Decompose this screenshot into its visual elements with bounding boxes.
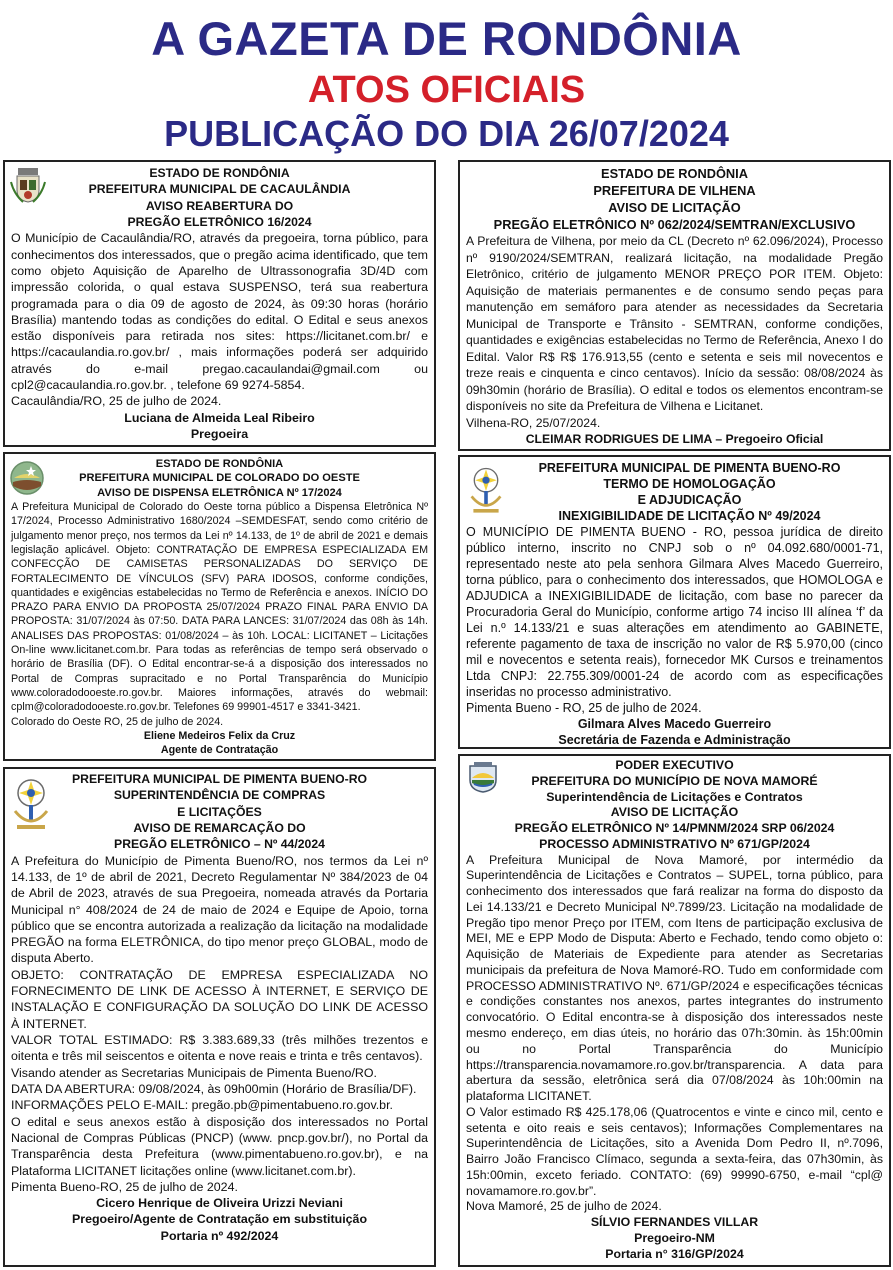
notice-body: [11, 853, 428, 1196]
header-line: PODER EXECUTIVO: [615, 758, 734, 772]
signatory-name: Cicero Henrique de Oliveira Urizzi Neviani: [96, 1196, 343, 1211]
header-line: SUPERINTENDÊNCIA DE COMPRAS: [113, 788, 326, 803]
notice-cacaulandia: [3, 160, 436, 447]
notice-signature: [11, 729, 428, 758]
body-paragraph: INFORMAÇÕES PELO E-MAIL: pregão.pb@pimentabueno.ro.gov.br.: [11, 1098, 393, 1113]
notice-header: [11, 771, 428, 853]
header-line: PREFEITURA DO MUNICÍPIO DE NOVA MAMORÉ: [531, 773, 818, 788]
notice-place-date: Colorado do Oeste RO, 25 de julho de 2024.: [11, 715, 224, 728]
notice-header: [11, 457, 428, 500]
header-line: ESTADO DE RONDÔNIA: [601, 166, 748, 181]
header-line: PREFEITURA MUNICIPAL DE COLORADO DO OESTE: [79, 472, 360, 485]
header-line: INEXIGIBILIDADE DE LICITAÇÃO Nº 49/2024: [558, 509, 821, 524]
header-line: AVISO DE LICITAÇÃO: [608, 200, 741, 216]
notice-signature: [11, 410, 428, 443]
section-title: ATOS OFICIAIS: [307, 69, 586, 111]
notice-vilhena: [458, 160, 891, 451]
header-line: ESTADO DE RONDÔNIA: [149, 166, 290, 180]
header-line: PREFEITURA MUNICIPAL DE PIMENTA BUENO-RO: [538, 461, 841, 475]
signatory-role: Agente de Contratação: [160, 744, 279, 757]
header-line: AVISO REABERTURA DO: [145, 198, 294, 213]
header-line: PREFEITURA MUNICIPAL DE PIMENTA BUENO-RO: [71, 772, 368, 786]
header-line: PREGÃO ELETRÔNICO Nº 14/PMNM/2024 SRP 06/2024: [514, 821, 835, 836]
header-line: PREGÃO ELETRÔNICO 16/2024: [127, 214, 312, 229]
body-paragraph: OBJETO: CONTRATAÇÃO DE EMPRESA ESPECIALIZADA NO FORNECIMENTO DE LINK DE ACESSO À INTERNET, E SERVIÇO DE INSTALAÇÃO E CONFIGURAÇÃO DA SOLUÇÃO DO LINK DE ACESSO À INTERNET.: [11, 967, 428, 1031]
signatory-role: Secretária de Fazenda e Administração: [558, 733, 791, 748]
signatory-role: Pregoeiro-NM: [634, 1230, 715, 1245]
header-line: PREGÃO ELETRÔNICO – Nº 44/2024: [114, 837, 325, 852]
notice-signature: [466, 716, 883, 748]
notice-body: [466, 524, 883, 716]
signatory-role: Pregoeiro/Agente de Contratação em substituição: [71, 1212, 368, 1227]
nova-mamore-coat-of-arms-icon: [466, 760, 500, 794]
notice-signature: [466, 431, 883, 448]
body-paragraph: A Prefeitura do Município de Pimenta Bueno/RO, nos termos da Lei nº 14.133, de 1º de abril de 2021, Decreto Regulamentar Nº 384/2023 de 04 de Abril de 2023, através de sua Pregoeira, nomeada através da Portaria Municipal n° 408/2024 de 24 de maio de 2024 e Equipe de Apoio, torna público que se encontra autorizada a realização da licitação na modalidade PREGÃO na forma ELETRÔNICA, do tipo menor preço GLOBAL, modo de disputa Aberto.: [11, 853, 428, 966]
notice-header: [466, 165, 883, 233]
signatory-name: CLEIMAR RODRIGUES DE LIMA – Pregoeiro Oficial: [525, 432, 824, 447]
header-line: E ADJUDICAÇÃO: [637, 493, 742, 508]
notice-header: [11, 165, 428, 230]
body-paragraph: A Prefeitura Municipal de Colorado do Oeste torna público a Dispensa Eletrônica Nº 17/2024, Processo Administrativo 1680/2024 –SEMDESFAT, sendo como critério de julgamento menor preço, nos termos da Lei nº 14.133, de 1º de abril de 2021 e demais legislação aplicável. Objeto: CONTRATAÇÃO DE EMPRESA ESPECIALIZADA EM CONFECÇÃO DE CAMISETAS PERSONALIZADAS DO SERVIÇO DE FORTALECIMENTO DE VÍNCULOS (SFV) PARA IDOSOS, conforme condições, quantidades e exigências estabelecidas no Termo de Referência e anexos. INÍCIO DO PRAZO PARA ENVIO DA PROPOSTA 25/07/2024 PRAZO FINAL PARA ENVIO DA PROPOSTA: 31/07/2024 às 07:50. DATA PARA LANCES: 31/07/2024 das 08h às 14h. ANALISES DAS PROPOSTAS: 01/08/2024 – às 10h. LOCAL: LICITANET – Licitações On-line www.licitanet.com.br. Para todas as referências de tempo será observado o horário de Brasília (DF). O Edital encontrar-se-á a disposição dos interessados no Portal de Compras supracitado e no Portal Transparência do Município www.coloradodooeste.ro.gov.br. Maiores informações, através do webmail: cplm@coloradodooeste.ro.gov.br. Telefones 69 99901-4517 e 3341-3421.: [11, 500, 428, 714]
colorado-do-oeste-coat-of-arms-icon: [9, 460, 45, 496]
signatory-name: Eliene Medeiros Felix da Cruz: [143, 729, 296, 742]
cacaulandia-coat-of-arms-icon: [9, 166, 47, 206]
notice-header: [466, 460, 883, 524]
pimenta-bueno-coat-of-arms-icon: [468, 465, 504, 517]
header-line: ESTADO DE RONDÔNIA: [155, 458, 284, 470]
notice-body: [11, 500, 428, 729]
notice-signature: [11, 1195, 428, 1244]
body-paragraph: A Prefeitura Municipal de Nova Mamoré, por intermédio da Superintendência de Licitações e Contratos – SUPEL, torna público, para conhecimento dos interessados que fará realizar na forma do disposto da Lei 14.133/21 e Decreto Municipal Nº.7899/23. Licitação na modalidade de Pregão tipo menor Preço por ITEM, com Itens de participação exclusiva de MEI, ME e EPP Modo de Disputa: Aberto e Fechado, tendo como objeto o: Aquisição de Materiais de Expediente para atender as Secretarias municipais da prefeitura de Nova Mamoré-RO. Tudo em conformidade com PROCESSO ADMINISTRATIVO Nº. 671/GP/2024 e especificações técnicas e condições constantes nos anexos, partes integrantes do instrumento convocatório. O Edital encontra-se à disposição dos interessados neste mesmo endereço, em dias úteis, no horário das 07h:30min. às 15h:00min ou no Portal Transparência do Município https://transparencia.novamamore.ro.gov.br/transparencia. A data para abertura da sessão, eletrônica será dia 07/08/2024 às 10h:00min na plataforma LICITANET.: [466, 852, 883, 1104]
notice-body: [466, 853, 883, 1216]
signatory-name: SÍLVIO FERNANDES VILLAR: [590, 1215, 759, 1230]
body-paragraph: O MUNICÍPIO DE PIMENTA BUENO - RO, pessoa jurídica de direito público interno, inscrito no CNPJ sob o nº 04.092.680/0001-71, representado neste ato pela senhora Gilmara Alves Macedo Guerreiro, torna público, para o conhecimento dos interessados, que HOMOLOGA e ADJUDICA a INEXIGIBILIDADE de licitação, com base no parecer da Procuradoria Geral do Município, conforme artigo 74 inciso III alínea ‘f’ da Lei n.º 14.133/21 e suas alterações em atendimento ao GABINETE, referente pagamento de taxa de inscrição no valor de R$ 5.970,00 (cinco mil e novecentos e setenta reais), fornecedor MK Cursos e treinamentos Ltda CNPJ: 22.755.309/0001-24 de acordo com as especificações inseridas no processo administrativo.: [466, 525, 883, 700]
header-line: AVISO DE LICITAÇÃO: [610, 805, 739, 820]
signatory-role: Pregoeira: [190, 427, 249, 441]
notice-nova-mamore: [458, 754, 891, 1267]
signatory-ordinance: Portaria nº 492/2024: [160, 1228, 279, 1243]
header-line: Superintendência de Licitações e Contratos: [546, 789, 803, 804]
header-line: AVISO DE REMARCAÇÃO DO: [133, 820, 306, 835]
header-line: TERMO DE HOMOLOGAÇÃO: [603, 477, 776, 492]
notice-signature: [466, 1215, 883, 1262]
header-line: PROCESSO ADMINISTRATIVO Nº 671/GP/2024: [539, 836, 810, 851]
body-paragraph: O Município de Cacaulândia/RO, através da pregoeira, torna público, para conhecimentos dos interessados, que o pregão acima identificado, que tem como objeto Aquisição de Aparelho de Ultrassonografia 3D/4D com impressão colorida, o qual estava SUSPENSO, terá sua reabertura programada para o dia 09 de agosto de 2024, às 09:30 horas (horário Brasília) mantendo todas as condições do edital. O Edital e seus anexos estão disponíveis para retirada nos sites: https://licitanet.com.br/ e https://cacaulandia.ro.gov.br/ , mais informações poderá ser adquirido através do e-mail pregao.cacaulandai@gmail.com ou cpl2@cacaulandia.ro.gov.br. , telefone 69 9274-5854.: [11, 231, 428, 393]
body-paragraph: VALOR TOTAL ESTIMADO: R$ 3.383.689,33 (três milhões trezentos e oitenta e três mil seiscentos e oitenta e nove reais e trinta e três centavos).: [11, 1033, 428, 1064]
header-line: E LICITAÇÕES: [177, 804, 262, 819]
notice-place-date: Nova Mamoré, 25 de julho de 2024.: [466, 1199, 662, 1214]
notice-pimenta-bueno-homologacao: [458, 455, 891, 749]
signatory-ordinance: Portaria n° 316/GP/2024: [605, 1246, 744, 1261]
notice-place-date: Pimenta Bueno - RO, 25 de julho de 2024.: [466, 701, 702, 716]
header-line: PREFEITURA DE VILHENA: [593, 183, 756, 199]
notice-body: [11, 230, 428, 409]
publication-date: PUBLICAÇÃO DO DIA 26/07/2024: [164, 113, 729, 154]
notice-place-date: Vilhena-RO, 25/07/2024.: [466, 415, 601, 430]
masthead: [0, 0, 893, 158]
notice-place-date: Cacaulândia/RO, 25 de julho de 2024.: [11, 394, 222, 409]
notice-header: [466, 758, 883, 853]
notice-place-date: Pimenta Bueno-RO, 25 de julho de 2024.: [11, 1179, 238, 1194]
body-paragraph: A Prefeitura de Vilhena, por meio da CL (Decreto nº 62.096/2024), Processo nº 9190/2024/SEMTRAN, realizará licitação, na modalidade Pregão Eletrônico, critério de julgamento MENOR PREÇO POR ITEM. Objeto: Aquisição de materiais permanentes e de consumo sendo peças para manutenção em semáforo para atender as necessidades da Secretaria Municipal de Transporte e Trânsito - SEMTRAN, conforme condições, quantidades e exigências estabelecidas no Termo de Referência, Anexo I do Edital. Valor R$ R$ 176.913,55 (cento e setenta e seis mil novecentos e treze reais e cinquenta e cinco centavos). Início da sessão: 08/08/2024 às 09h30min (horário de Brasília). O edital e todos os elementos encontram-se disponíveis no site da Prefeitura de Vilhena e Licitanet.: [466, 234, 883, 414]
notice-body: [466, 233, 883, 431]
body-paragraph: Visando atender as Secretarias Municipais de Pimenta Bueno/RO.: [11, 1065, 377, 1080]
header-line: PREGÃO ELETRÔNICO Nº 062/2024/SEMTRAN/EXCLUSIVO: [493, 217, 856, 233]
newspaper-title: A GAZETA DE RONDÔNIA: [151, 12, 742, 65]
signatory-name: Gilmara Alves Macedo Guerreiro: [577, 717, 772, 732]
pimenta-bueno-coat-of-arms-icon: [11, 777, 51, 833]
header-line: PREFEITURA MUNICIPAL DE CACAULÂNDIA: [88, 182, 351, 197]
body-paragraph: O edital e seus anexos estão à disposição dos interessados no Portal Nacional de Compras Públicas (PNCP) (www. pncp.gov.br/), no Portal da Transparência desta Prefeitura (www.pimentabueno.ro.gov.br), e na Plataforma LICITANET licitações online (www.licitanet.com.br).: [11, 1114, 428, 1178]
notice-colorado-do-oeste: [3, 452, 436, 761]
header-line: AVISO DE DISPENSA ELETRÔNICA Nº 17/2024: [97, 486, 342, 499]
body-paragraph: DATA DA ABERTURA: 09/08/2024, às 09h00min (Horário de Brasília/DF).: [11, 1081, 417, 1096]
notice-pimenta-bueno-remarcacao: [3, 767, 436, 1267]
body-paragraph: O Valor estimado R$ 425.178,06 (Quatrocentos e vinte e cinco mil, cento e setenta e oito reais e seis centavos); Informações Complementares na Superintendência de Licitações, sito a Avenida Dom Pedro II, nº.7096, Bairro João Francisco Clímaco, segunda a sexta-feira, das 07h30min, às 15h:00min, exceto feriado. CONTATO: (69) 99990-6750, e-mail “cpl@ novamamore.ro.gov.br”.: [466, 1104, 883, 1198]
signatory-name: Luciana de Almeida Leal Ribeiro: [124, 410, 315, 425]
